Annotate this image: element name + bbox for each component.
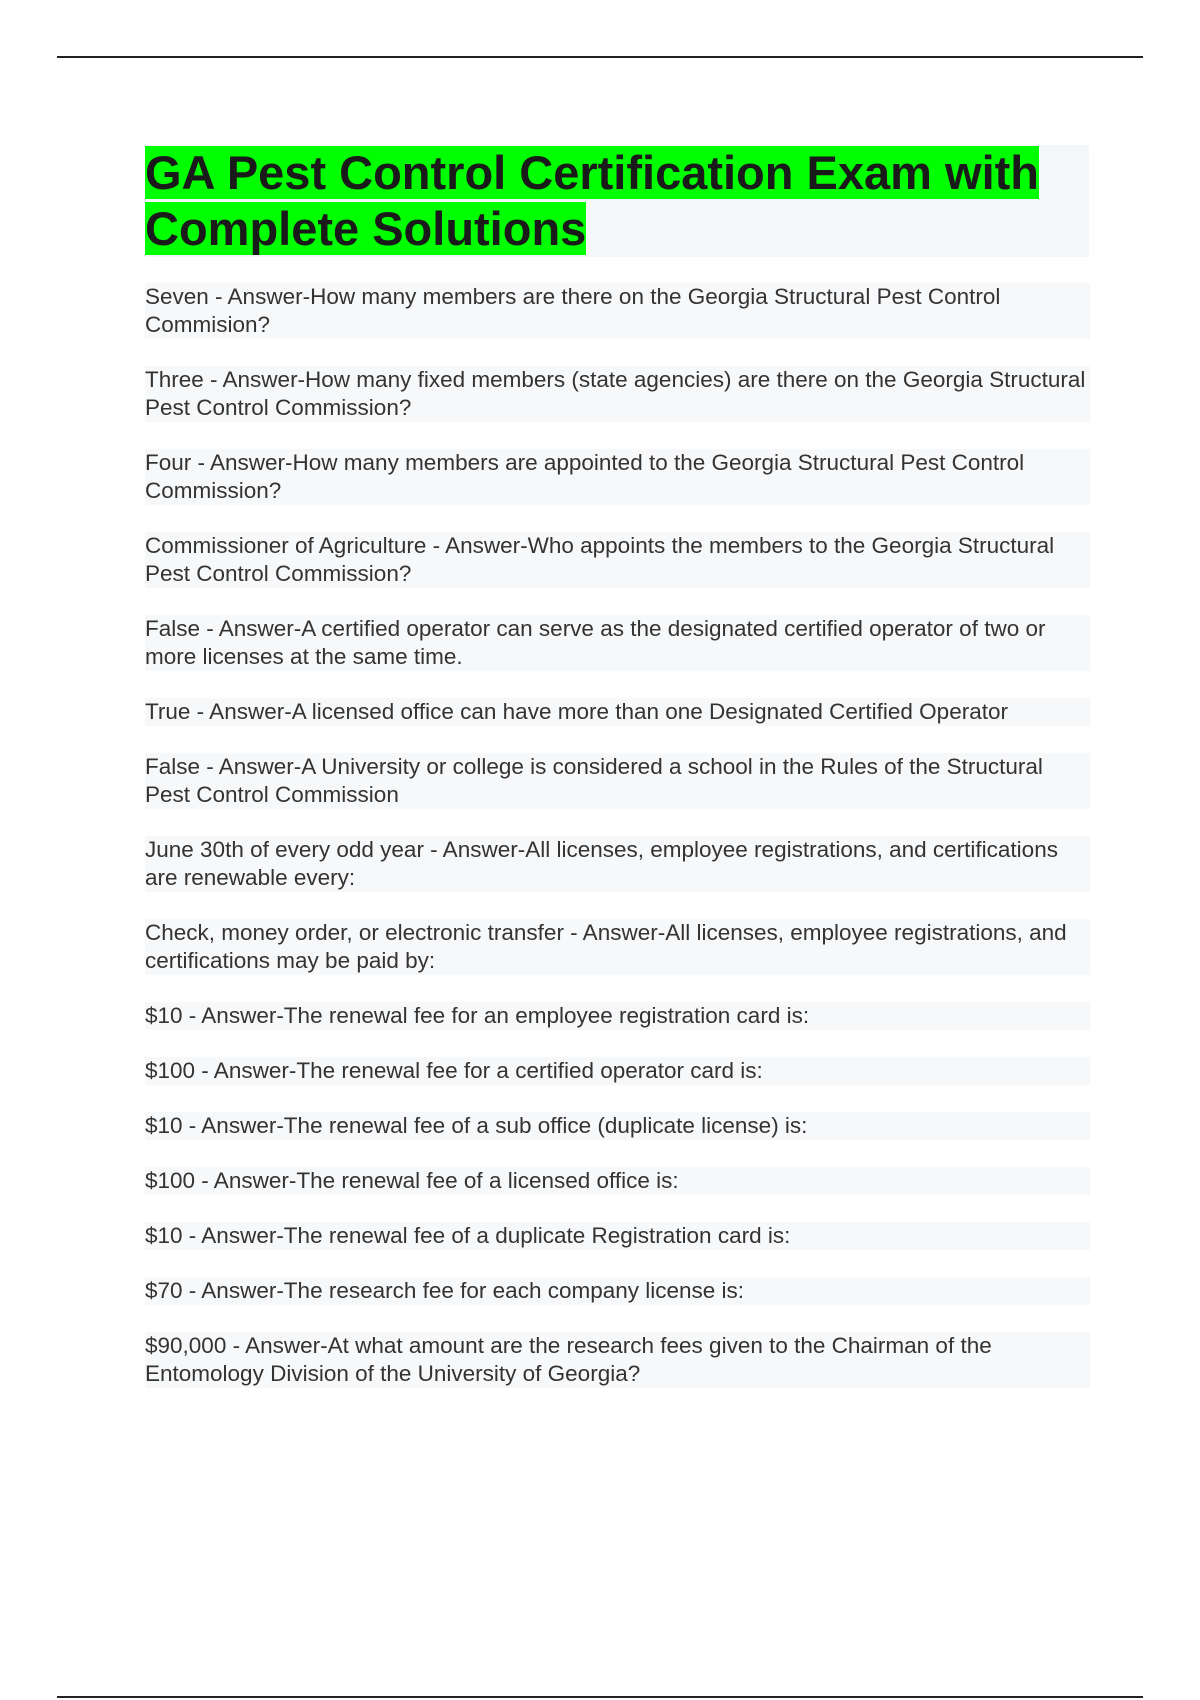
header-rule — [57, 56, 1143, 58]
document-body — [145, 145, 1090, 1415]
qa-item: True - Answer-A licensed office can have more than one Designated Certified Operator — [145, 698, 1090, 726]
qa-item: Commissioner of Agriculture - Answer-Who appoints the members to the Georgia Structural Pest Control Commission? — [145, 532, 1090, 588]
document-title: GA Pest Control Certification Exam with Complete Solutions — [145, 146, 1039, 255]
qa-item: False - Answer-A certified operator can serve as the designated certified operator of two or more licenses at the same time. — [145, 615, 1090, 671]
qa-item: $10 - Answer-The renewal fee for an employee registration card is: — [145, 1002, 1090, 1030]
footer-rule — [57, 1696, 1143, 1698]
qa-item: Check, money order, or electronic transfer - Answer-All licenses, employee registrations, and certifications may be paid by: — [145, 919, 1090, 975]
qa-item: $70 - Answer-The research fee for each company license is: — [145, 1277, 1090, 1305]
qa-item: $100 - Answer-The renewal fee for a certified operator card is: — [145, 1057, 1090, 1085]
qa-item: $10 - Answer-The renewal fee of a duplicate Registration card is: — [145, 1222, 1090, 1250]
qa-item: $100 - Answer-The renewal fee of a licensed office is: — [145, 1167, 1090, 1195]
qa-item: False - Answer-A University or college is considered a school in the Rules of the Structural Pest Control Commission — [145, 753, 1090, 809]
qa-item: $10 - Answer-The renewal fee of a sub office (duplicate license) is: — [145, 1112, 1090, 1140]
qa-item: Seven - Answer-How many members are there on the Georgia Structural Pest Control Commision? — [145, 283, 1090, 339]
qa-item: June 30th of every odd year - Answer-All licenses, employee registrations, and certifications are renewable every: — [145, 836, 1090, 892]
qa-item: Four - Answer-How many members are appointed to the Georgia Structural Pest Control Commission? — [145, 449, 1090, 505]
qa-item: Three - Answer-How many fixed members (state agencies) are there on the Georgia Structural Pest Control Commission? — [145, 366, 1090, 422]
title-block — [145, 145, 1089, 257]
qa-item: $90,000 - Answer-At what amount are the research fees given to the Chairman of the Entomology Division of the University of Georgia? — [145, 1332, 1090, 1388]
